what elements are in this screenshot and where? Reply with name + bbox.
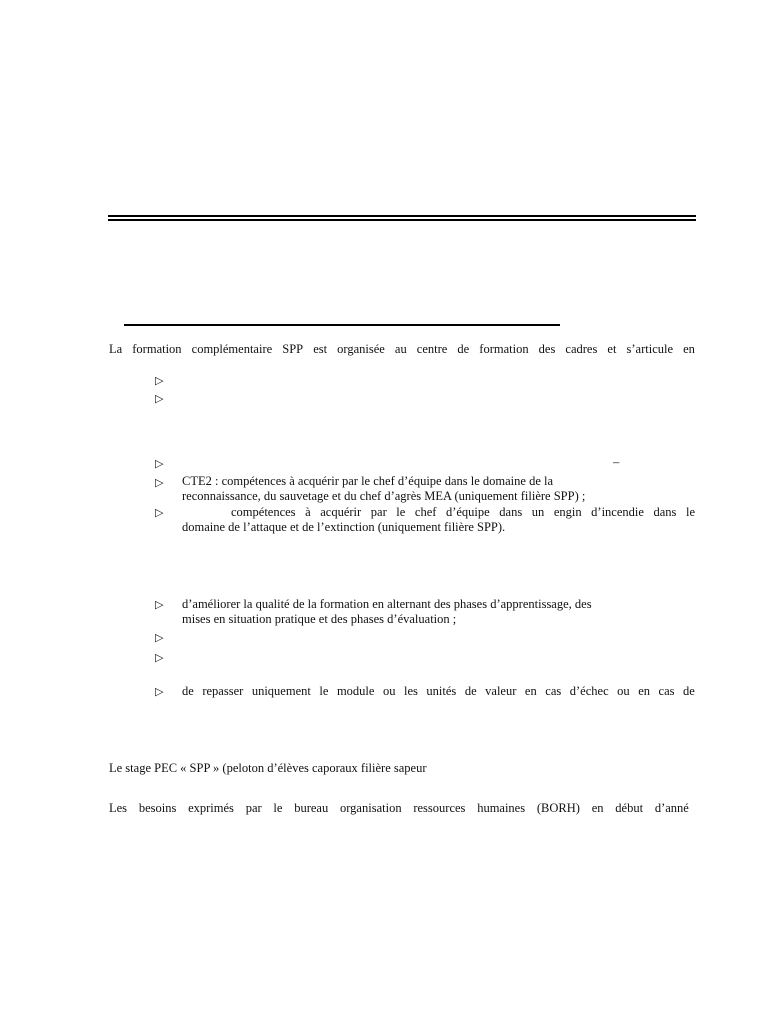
word: besoins xyxy=(138,801,177,815)
word: le xyxy=(319,684,329,698)
stage-pec-line: Le stage PEC « SPP » (peloton d’élèves caporaux filière sapeur xyxy=(109,761,427,775)
word: en xyxy=(524,684,537,698)
word: le xyxy=(273,801,283,815)
word: est xyxy=(313,342,328,356)
word: organisation xyxy=(340,801,402,815)
bullet-icon: ▷ xyxy=(155,476,164,489)
word: par xyxy=(370,505,387,519)
bullet-icon: ▷ xyxy=(155,631,164,644)
header-double-rule xyxy=(108,215,696,221)
word: (BORH) xyxy=(536,801,580,815)
word: uniquement xyxy=(251,684,311,698)
bullet-icon: ▷ xyxy=(155,392,164,405)
word: le xyxy=(685,505,695,519)
word: de xyxy=(182,684,194,698)
bullet-quality-line1: d’améliorer la qualité de la formation en alternant des phases d’apprentissage, des xyxy=(182,597,592,611)
word: d’échec xyxy=(569,684,609,698)
word: des xyxy=(538,342,556,356)
intro-paragraph xyxy=(109,342,695,357)
word: repasser xyxy=(202,684,244,698)
word: compétences xyxy=(231,505,296,519)
besoins-paragraph xyxy=(109,801,689,816)
word: d’anné xyxy=(654,801,689,815)
word: début xyxy=(615,801,644,815)
word: ou xyxy=(382,684,396,698)
word: ressources xyxy=(413,801,466,815)
word: d’équipe xyxy=(445,505,490,519)
word: formation xyxy=(479,342,529,356)
word: de xyxy=(683,684,695,698)
word: Les xyxy=(109,801,128,815)
bullet-cte3-line2: domaine de l’attaque et de l’extinction (uniquement filière SPP). xyxy=(182,520,506,534)
word: cadres xyxy=(565,342,598,356)
word: exprimés xyxy=(188,801,234,815)
word: de xyxy=(457,342,470,356)
word: les xyxy=(404,684,418,698)
word: et xyxy=(607,342,617,356)
word: organisée xyxy=(337,342,385,356)
word: de xyxy=(464,684,477,698)
word: engin xyxy=(553,505,582,519)
bullet-icon: ▷ xyxy=(155,374,164,387)
word: s’articule xyxy=(626,342,674,356)
word: acquérir xyxy=(320,505,362,519)
word: dans xyxy=(653,505,677,519)
word: formation xyxy=(132,342,182,356)
word: en xyxy=(638,684,650,698)
word: SPP xyxy=(282,342,304,356)
word: à xyxy=(305,505,311,519)
word: humaines xyxy=(477,801,526,815)
bullet-cte2-line1: CTE2 : compétences à acquérir par le chef d’équipe dans le domaine de la xyxy=(182,474,554,488)
word: centre xyxy=(416,342,448,356)
word: bureau xyxy=(294,801,329,815)
word: d’incendie xyxy=(591,505,644,519)
word: La xyxy=(109,342,123,356)
word: en xyxy=(591,801,604,815)
word: le xyxy=(396,505,406,519)
bullet-repeat-line1 xyxy=(182,684,695,699)
word: ou xyxy=(617,684,630,698)
word: valeur xyxy=(485,684,517,698)
bullet-icon: ▷ xyxy=(155,457,164,470)
bullet-icon: ▷ xyxy=(155,685,164,698)
word: par xyxy=(245,801,262,815)
word: dans xyxy=(499,505,523,519)
word: unités xyxy=(426,684,457,698)
en-dash: – xyxy=(613,455,620,469)
word: chef xyxy=(414,505,437,519)
bullet-icon: ▷ xyxy=(155,651,164,664)
bullet-cte3-line1 xyxy=(231,505,695,520)
bullet-quality-line2: mises en situation pratique et des phases d’évaluation ; xyxy=(182,612,457,626)
word: module xyxy=(336,684,375,698)
word: cas xyxy=(545,684,562,698)
word: au xyxy=(394,342,407,356)
word: complémentaire xyxy=(191,342,273,356)
word: en xyxy=(683,342,695,356)
bullet-icon: ▷ xyxy=(155,598,164,611)
bullet-icon: ▷ xyxy=(155,506,164,519)
bullet-cte2-line2: reconnaissance, du sauvetage et du chef d’agrès MEA (uniquement filière SPP) ; xyxy=(182,489,586,503)
word: un xyxy=(531,505,545,519)
section-title-underline xyxy=(124,324,560,326)
word: cas xyxy=(658,684,675,698)
